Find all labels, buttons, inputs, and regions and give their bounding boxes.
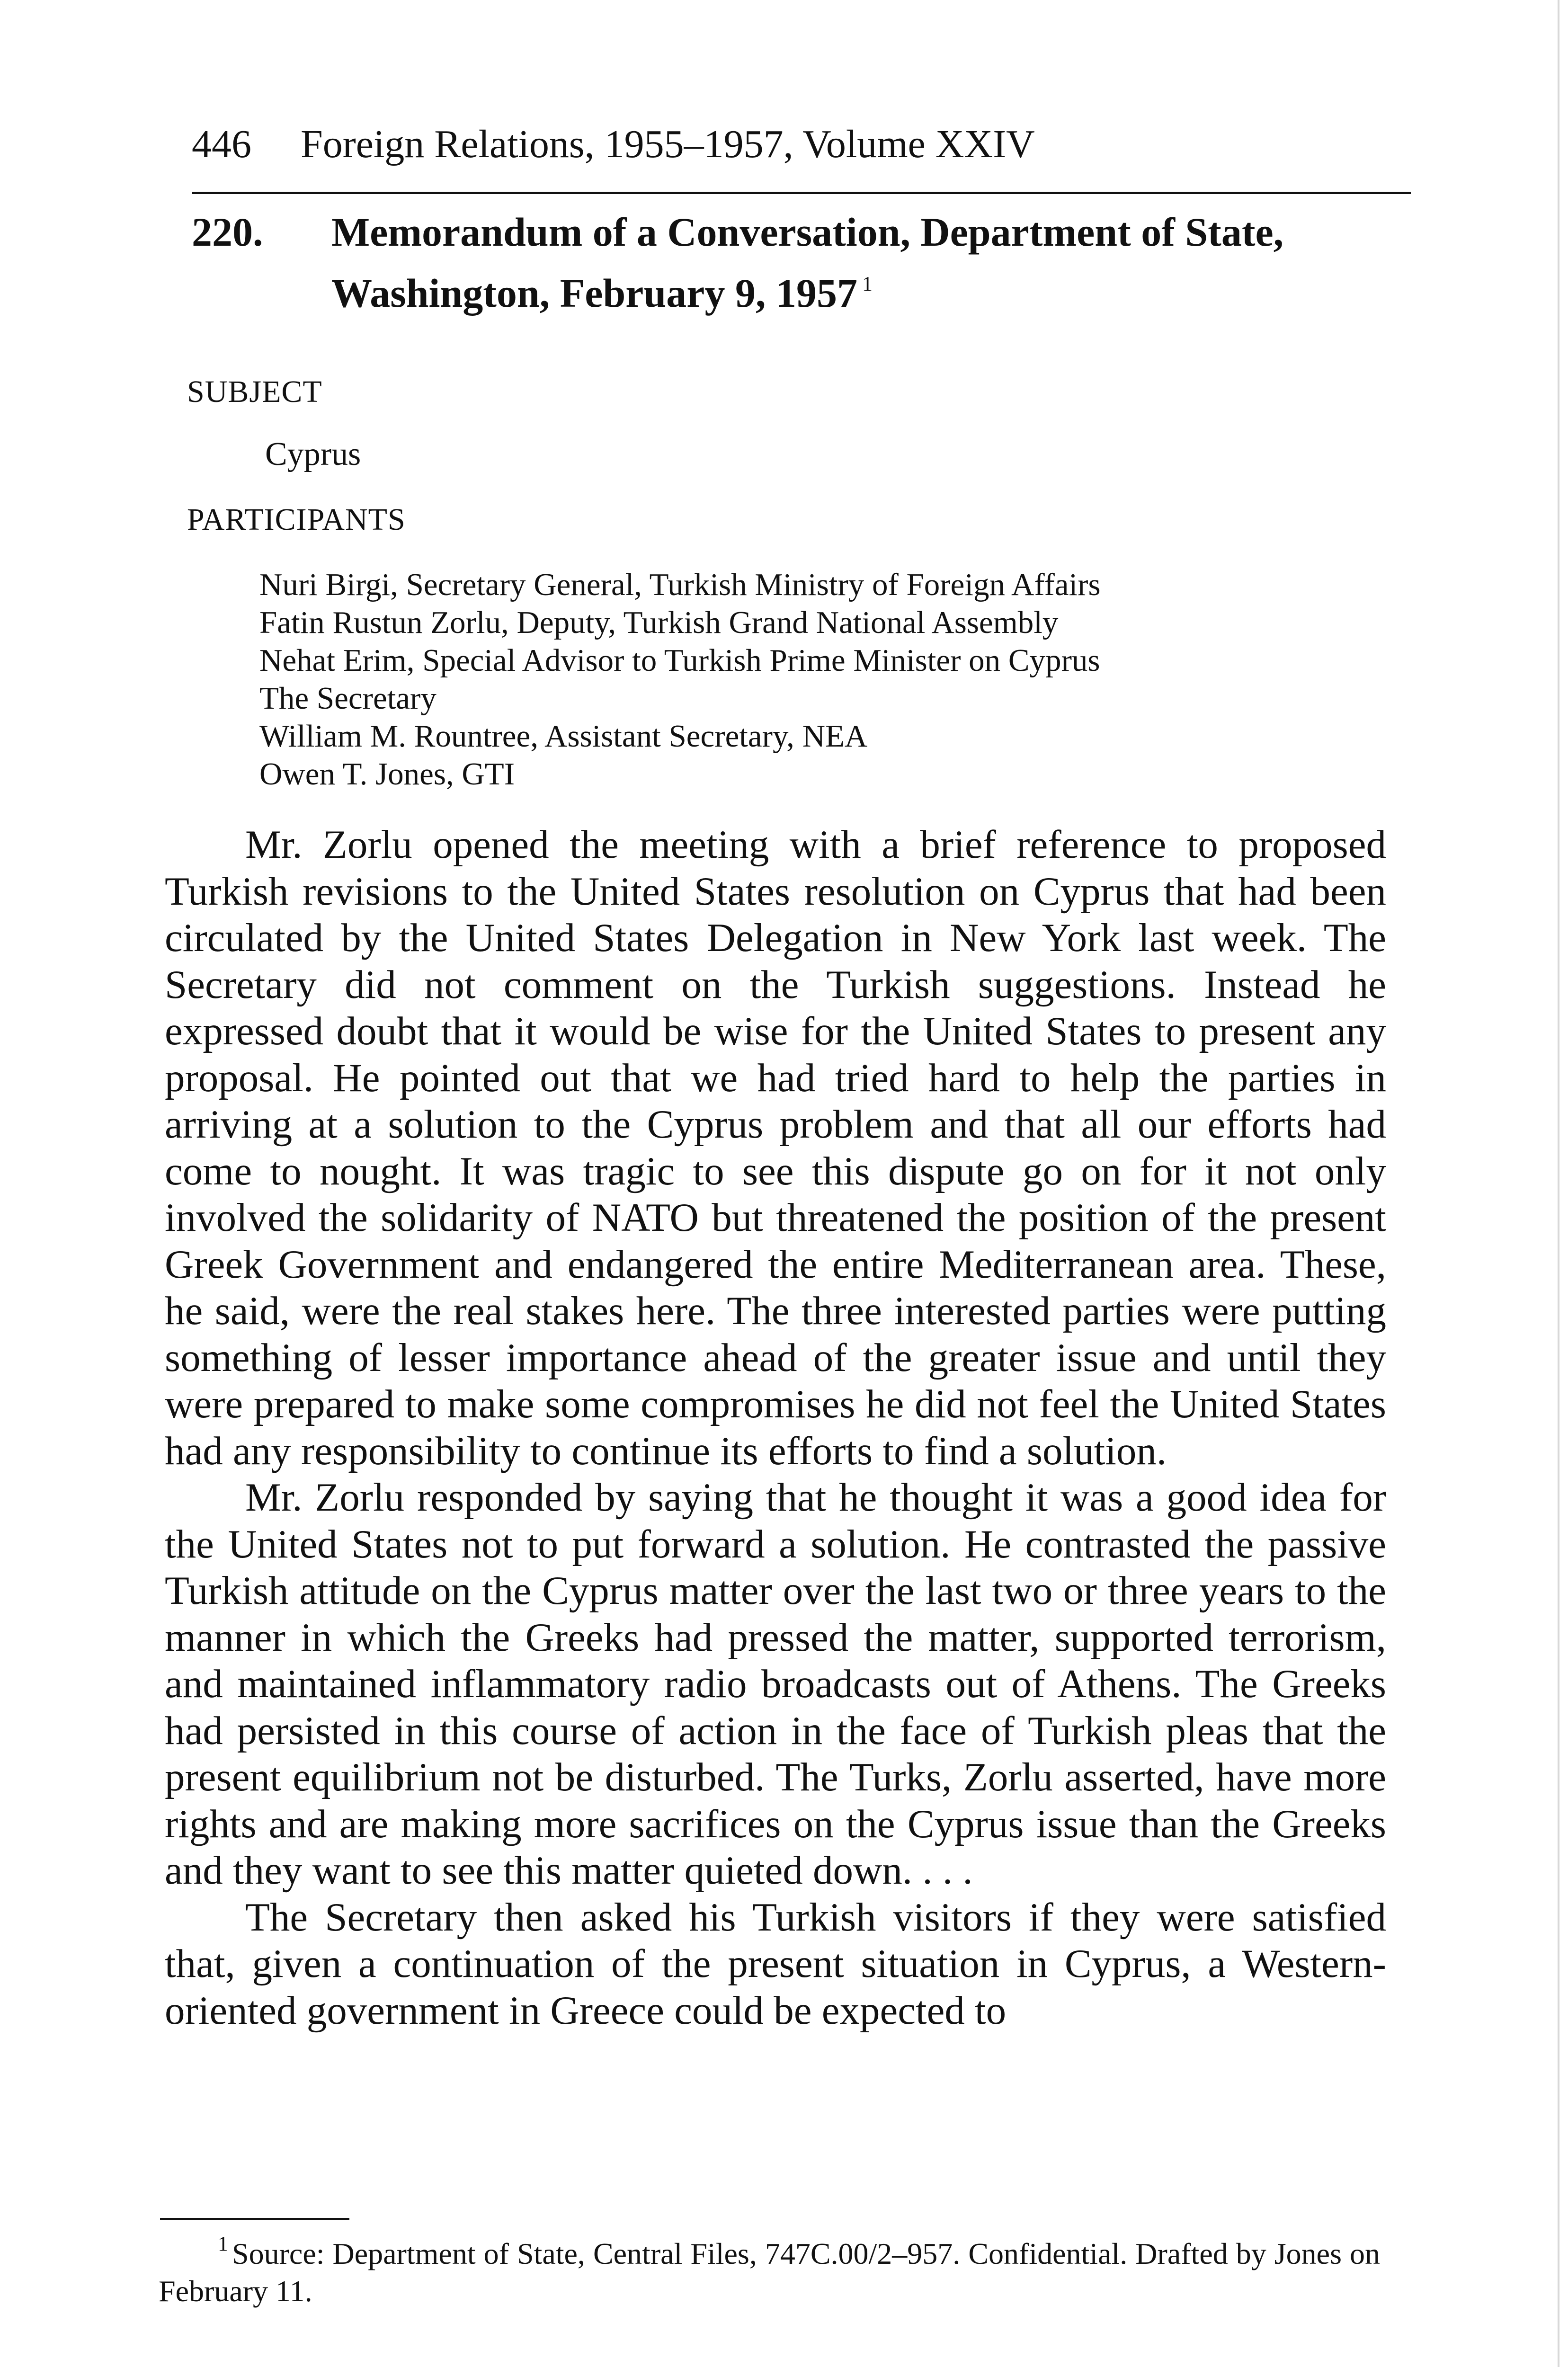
participant-item: William M. Rountree, Assistant Secretary, NEA [259,719,868,754]
memorandum-body [165,821,1386,2034]
body-paragraph: Mr. Zorlu opened the meeting with a brief reference to proposed Turkish revisions to the United States resolution on Cyprus that had been circulated by the United States Delegation in New York last week. The Secretary did not comment on the Turkish suggestions. Instead he expressed doubt that it would be wise for the United States to present any proposal. He pointed out that we had tried hard to help the parties in arriving at a solution to the Cyprus problem and that all our efforts had come to nought. It was tragic to see this dispute go on for it not only involved the solidarity of NATO but threatened the position of the present Greek Government and endangered the entire Mediterranean area. These, he said, were the real stakes here. The three interested parties were putting something of lesser importance ahead of the greater issue and until they were prepared to make some compromises he did not feel the United States had any responsibility to continue its efforts to find a solution. [165,822,1386,1473]
participant-item: Nehat Erim, Special Advisor to Turkish Prime Minister on Cyprus [259,643,1100,678]
running-title: Foreign Relations, 1955–1957, Volume XXIV [301,122,1035,166]
subject-label: SUBJECT [187,374,322,409]
body-paragraph: The Secretary then asked his Turkish visitors if they were satisfied that, given a continuation of the present situation in Cyprus, a Western-oriented government in Greece could be expected to [165,1895,1386,2033]
participant-item: The Secretary [259,681,437,716]
document-title-block [331,206,1506,319]
running-header [192,121,1411,194]
page-edge-line [1558,0,1559,2367]
body-paragraph: Mr. Zorlu responded by saying that he thought it was a good idea for the United States not to put forward a solution. He contrasted the passive Turkish attitude on the Cyprus matter over the last two or three years to the manner in which the Greeks had pressed the matter, supported terrorism, and maintained inflammatory radio broadcasts out of Athens. The Greeks had persisted in this course of action in the face of Turkish pleas that the present equilibrium not be disturbed. The Turks, Zorlu asserted, have more rights and are making more sacrifices on the Cyprus issue than the Greeks and they want to see this matter quieted down. . . . [165,1475,1386,1893]
participant-item: Fatin Rustun Zorlu, Deputy, Turkish Grand National Assembly [259,605,1059,640]
document-title: Memorandum of a Conversation, Department of State, Washington, February 9, 1957 [331,209,1284,316]
footnote-text: Source: Department of State, Central Files, 747C.00/2–957. Confidential. Drafted by Jones on February 11. [159,2237,1380,2308]
participant-item: Owen T. Jones, GTI [259,756,515,792]
footnote-reference: 1 [862,272,873,295]
footnote-divider [160,2218,349,2220]
participants-label: PARTICIPANTS [187,502,406,537]
footnote [159,2232,1380,2308]
subject-value: Cyprus [265,436,361,472]
footnote-marker: 1 [218,2232,228,2255]
document-number: 220. [192,209,263,255]
participant-item: Nuri Birgi, Secretary General, Turkish Ministry of Foreign Affairs [259,567,1101,602]
page-number: 446 [192,122,251,166]
participants-list [259,566,1443,793]
